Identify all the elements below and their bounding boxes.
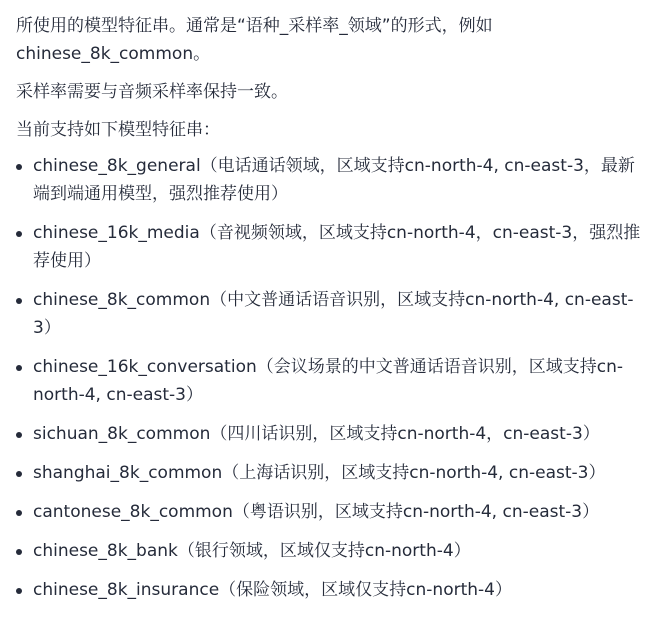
model-property-description: 所使用的模型特征串。通常是“语种_采样率_领域”的形式，例如chinese_8k_common。 — [16, 16, 493, 64]
bullet-icon — [16, 298, 22, 304]
supported-models-heading: 当前支持如下模型特征串： — [16, 120, 220, 140]
list-item-text: chinese_16k_media（音视频领域，区域支持cn-north-4，cn-east-3，强烈推荐使用） — [33, 223, 641, 271]
list-item — [16, 420, 642, 448]
list-item — [16, 459, 642, 487]
bullet-icon — [16, 588, 22, 594]
list-item — [16, 498, 642, 526]
bullet-icon — [16, 231, 22, 237]
list-item-text: chinese_8k_insurance（保险领域，区域仅支持cn-north-4） — [33, 580, 512, 600]
supported-models-list — [16, 152, 642, 604]
list-item-text: shanghai_8k_common（上海话识别，区域支持cn-north-4, cn-east-3） — [33, 463, 606, 483]
list-item-text: cantonese_8k_common（粤语识别，区域支持cn-north-4, cn-east-3） — [33, 502, 600, 522]
list-item — [16, 353, 642, 409]
list-item-text: chinese_16k_conversation（会议场景的中文普通话语音识别，区域支持cn-north-4, cn-east-3） — [33, 357, 623, 405]
bullet-icon — [16, 471, 22, 477]
list-item-text: chinese_8k_general（电话通话领域，区域支持cn-north-4, cn-east-3，最新端到端通用模型，强烈推荐使用） — [33, 156, 635, 204]
list-item — [16, 219, 642, 275]
list-item-text: chinese_8k_common（中文普通话语音识别，区域支持cn-north-4, cn-east-3） — [33, 290, 634, 338]
sample-rate-note: 采样率需要与音频采样率保持一致。 — [16, 82, 288, 102]
bullet-icon — [16, 164, 22, 170]
list-item — [16, 576, 642, 604]
bullet-icon — [16, 510, 22, 516]
list-item — [16, 152, 642, 208]
list-item-text: sichuan_8k_common（四川话识别，区域支持cn-north-4，cn-east-3） — [33, 424, 600, 444]
bullet-icon — [16, 549, 22, 555]
bullet-icon — [16, 365, 22, 371]
list-item-text: chinese_8k_bank（银行领域，区域仅支持cn-north-4） — [33, 541, 471, 561]
bullet-icon — [16, 432, 22, 438]
list-item — [16, 286, 642, 342]
list-item — [16, 537, 642, 565]
